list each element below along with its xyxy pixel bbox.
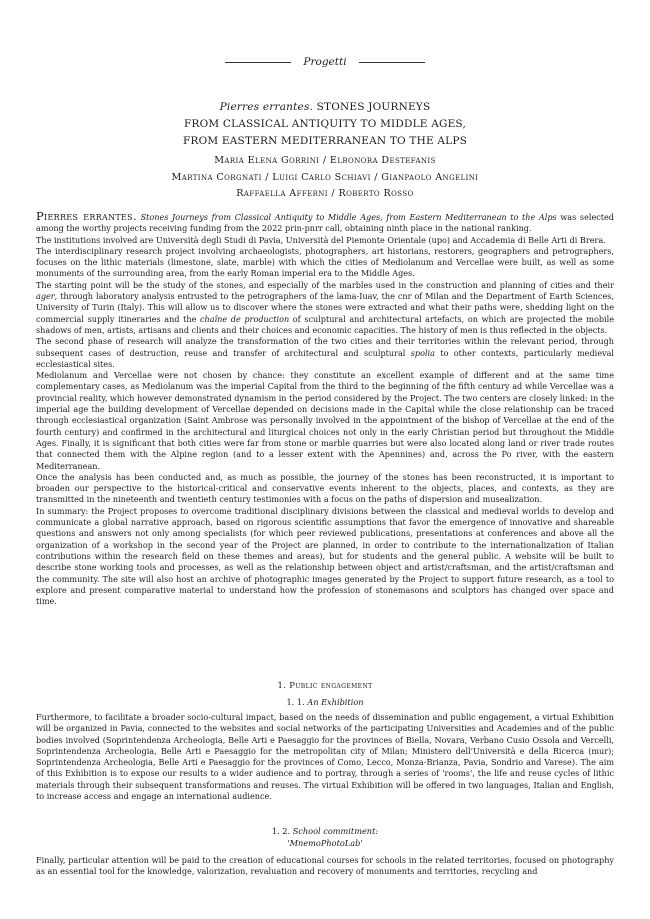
running-head bbox=[0, 56, 650, 68]
school-body bbox=[36, 855, 614, 878]
paragraph: Mediolanum and Vercellae were not chosen by chance: they constitute an excellent example of different and at the same time complementary cases, as Mediolanum was the imperial Capital from the third to the beginning of the fifth century ad while Vercellae was a provincial reality, which however demonstrated dynamism in the period considered by the Project. The two centers are closely linked: in the imperial age the building development of Vercellae depended on decisions made in the Capital while the close relationship can be traced through ecclesiastical organization (Saint Ambrose was personally involved in the appointment of the bishop of Vercellae at the end of the fourth century) and confirmed in the architectural and liturgical choices not only in the early Christian period but throughout the Middle Ages. Finally, it is significant that both cities were far from stone or marble quarries but were also located along land or river trade routes that connected them with the Alpine region (and to a lesser extent with the Apennines) and, across the Po river, with the eastern Mediterranean. bbox=[36, 370, 614, 471]
title-italic-part: Pierres errantes. bbox=[219, 101, 314, 113]
article-title bbox=[0, 99, 650, 150]
paragraph: The interdisciplinary research project involving archaeologists, photographers, art historians, restorers, geographers and petrographers, focuses on the lithic materials (limestone, slate, marble) with which the cities of Mediolanum and Vercellae were built, as well as some monuments of the surrounding area, from the early Roman imperial era to the Middle Ages. bbox=[36, 245, 614, 279]
running-head-rule-left bbox=[225, 62, 291, 63]
lead-words: Pierres errantes. bbox=[36, 209, 137, 223]
subsection-heading bbox=[0, 697, 650, 709]
paragraph-text: of sculptural and architectural artefacts, on which are projected the mobile shadows of men, artists, artisans and clients and their choices and economic capacities. The history of men is thus reflected in the objects. bbox=[36, 313, 614, 335]
paragraph: In summary: the Project proposes to overcome traditional disciplinary divisions between the classical and medieval worlds to develop and communicate a global narrative approach, based on rigorous scientific assumptions that favor the emergence of innovative and shareable questions and answers not only among specialists (for which peer reviewed publications, presentations at conferences and above all the organization of a workshop in the second year of the Project are planned, in order to contribute to the internationalization of Italian contributions within the research field on these themes and areas), but for students and the general public. A website will be built to describe stone working tools and processes, as well as the relationship between object and artist/craftsman, and the artist/craftsman and the community. The site will also host an archive of photographic images generated by the Project to support future research, as a tool to explore and present comparative material to understand how the profession of stonemasons and sculptors has changed over space and time. bbox=[36, 505, 614, 607]
paragraph-text: The starting point will be the study of the stones, and especially of the marbles used in the construction and planning of cities and their bbox=[36, 279, 614, 290]
subsection-title-line2: 'MnemoPhotoLab' bbox=[287, 837, 363, 848]
italic-term: spolia bbox=[410, 347, 435, 358]
title-line1: STONES JOURNEYS bbox=[313, 101, 431, 113]
paragraph bbox=[36, 280, 614, 336]
project-full-title: Stones Journeys from Classical Antiquity to Middle Ages, from Eastern Mediterranean to the Alps bbox=[140, 212, 557, 222]
paragraph-text: was selected among the worthy projects receiving funding from the 2022 prin-pnrr call, obtaining ninth place in the national ranking. bbox=[36, 212, 614, 234]
exhibition-body bbox=[36, 712, 614, 802]
authors-line3: Raffaella Afferni / Roberto Rosso bbox=[236, 188, 414, 199]
paragraph: Once the analysis has been conducted and, as much as possible, the journey of the stones has been reconstructed, it is important to broaden our perspective to the historical-critical and conservative events inherent to the objects, places, and contexts, as they are transmitted in the nineteenth and twentieth century testimonies with a focus on the paths of dispersion and musealization. bbox=[36, 471, 614, 505]
authors-line2: Martina Corgnati / Luigi Carlo Schiavi / Gianpaolo Angelini bbox=[171, 171, 479, 183]
running-head-text: Progetti bbox=[303, 56, 347, 68]
paragraph: Finally, particular attention will be paid to the creation of educational courses for schools in the related territories, focused on photography as an essential tool for the knowledge, valorization, revaluation and recovery of monuments and territories, recycling and bbox=[36, 855, 614, 877]
paragraph-text: The second phase of research will analyze the transformation of the two cities and their territories within the relevant period, through subsequent cases of destruction, reuse and transfer of architectural and sculptural bbox=[36, 336, 614, 358]
subsection-number: 1. 1. bbox=[286, 697, 308, 707]
title-line2: FROM CLASSICAL ANTIQUITY TO MIDDLE AGES, bbox=[183, 118, 466, 130]
subsection-title: An Exhibition bbox=[307, 697, 364, 707]
paragraph bbox=[36, 336, 614, 370]
subsection-number: 1. 2. bbox=[271, 826, 293, 836]
paragraph-text: to other contexts, particularly medieval ecclesiastical sites. bbox=[36, 347, 614, 369]
intro-body bbox=[36, 211, 614, 607]
section-heading: 1. Public engagement bbox=[277, 680, 373, 690]
paragraph-text: , through laboratory analysis entrusted to the petrographers of the lama-Iuav, the cnr of Milan and the Department of Earth Sciences, University of Turin (Italy). This will allow us to discover where the stones were extracted and what their paths were, shedding light on the commercial supply itineraries and the bbox=[36, 291, 614, 324]
paragraph bbox=[36, 211, 614, 235]
title-line3: FROM EASTERN MEDITERRANEAN TO THE ALPS bbox=[183, 135, 467, 147]
subsection-heading bbox=[0, 826, 650, 849]
authors-line1: Maria Elena Gorrini / Elbonora Destefanis bbox=[214, 155, 436, 166]
paragraph: The institutions involved are Università degli Studi di Pavia, Università del Piemonte Orientale (upo) and Accademia di Belle Arti di Brera. bbox=[36, 234, 606, 245]
italic-term: ager bbox=[36, 291, 55, 302]
running-head-rule-right bbox=[359, 62, 425, 63]
author-list bbox=[0, 153, 650, 203]
subsection-title: School commitment: bbox=[292, 826, 379, 836]
italic-term: chaîne de production bbox=[200, 313, 290, 324]
paragraph: Furthermore, to facilitate a broader socio-cultural impact, based on the needs of dissemination and public engagement, a virtual Exhibition will be organized in Pavia, connected to the websites and social networks of the participating Universities and Academies and of the public bodies involved (Soprintendenza Archeologia, Belle Arti e Paesaggio for the provinces of Biella, Novara, Verbano Cusio Ossola and Vercelli, Soprintendenza Archeologia, Belle Arti e Paesaggio for the metropolitan city of Milan; Ministero dell'Università e della Ricerca (mur); Soprintendenza Archeologia, Belle Arti e Paesaggio for the provinces of Como, Lecco, Monza-Brianza, Pavia, Sondrio and Varese). The aim of this Exhibition is to expose our results to a wider audience and to portray, through a series of 'rooms', the life and reuse cycles of lithic materials through their subsequent transformations and reuses. The virtual Exhibition will be offered in two languages, Italian and English, to increase access and engage an international audience. bbox=[36, 712, 614, 802]
